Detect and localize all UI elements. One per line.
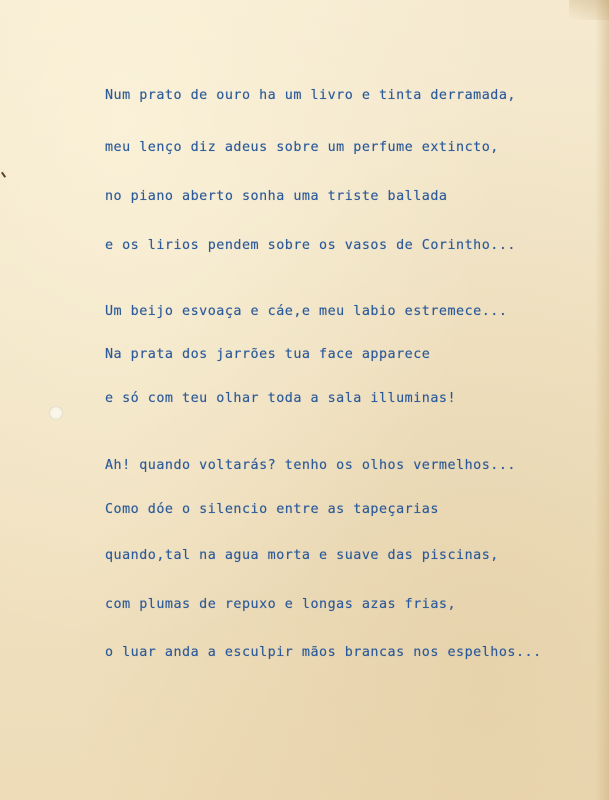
margin-mark [1, 168, 11, 178]
poem-line: Um beijo esvoaça e cáe,e meu labio estremece... [105, 304, 508, 319]
poem-line: Num prato de ouro ha um livro e tinta derramada, [105, 88, 516, 103]
poem-line: com plumas de repuxo e longas azas frias, [105, 597, 457, 612]
poem-line: e só com teu olhar toda a sala illuminas! [105, 391, 457, 406]
poem-line: meu lenço diz adeus sobre um perfume extincto, [105, 140, 499, 155]
poem-line: Na prata dos jarrões tua face apparece [105, 347, 431, 362]
poem-line: e os lirios pendem sobre os vasos de Corintho... [105, 238, 516, 253]
punch-hole [49, 406, 63, 420]
poem-line: no piano aberto sonha uma triste ballada [105, 189, 448, 204]
poem-line: Como dóe o silencio entre as tapeçarias [105, 502, 439, 517]
poem-line: Ah! quando voltarás? tenho os olhos vermelhos... [105, 458, 516, 473]
poem-line: quando,tal na agua morta e suave das piscinas, [105, 548, 499, 563]
paper-edge-shadow [595, 0, 609, 800]
paper-corner-stain [569, 0, 609, 20]
poem-line: o luar anda a esculpir mãos brancas nos espelhos... [105, 645, 542, 660]
